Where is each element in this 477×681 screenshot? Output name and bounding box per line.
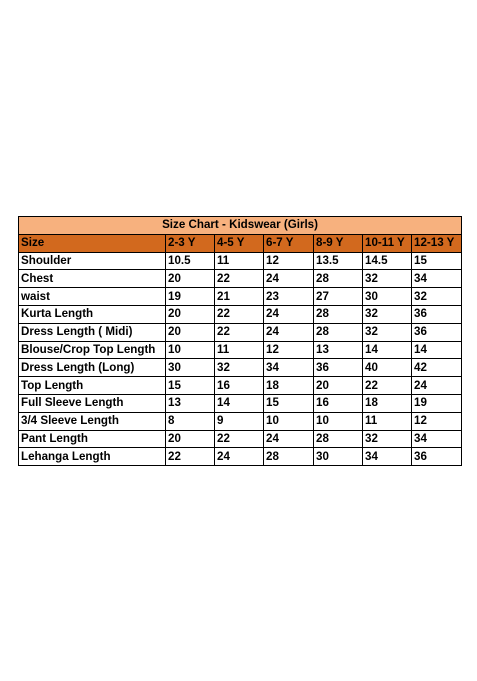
measurement-label: Lehanga Length: [19, 448, 166, 466]
measurement-value: 24: [264, 270, 314, 288]
measurement-label: Dress Length (Long): [19, 359, 166, 377]
measurement-value: 28: [314, 430, 363, 448]
measurement-value: 16: [314, 394, 363, 412]
measurement-value: 34: [363, 448, 412, 466]
measurement-value: 28: [314, 270, 363, 288]
measurement-value: 8: [166, 412, 215, 430]
measurement-value: 12: [412, 412, 462, 430]
measurement-value: 12: [264, 252, 314, 270]
table-row: [19, 394, 462, 412]
measurement-value: 24: [264, 323, 314, 341]
measurement-value: 20: [166, 430, 215, 448]
table-row: [19, 341, 462, 359]
measurement-label: Top Length: [19, 377, 166, 395]
measurement-value: 24: [264, 305, 314, 323]
measurement-value: 34: [412, 270, 462, 288]
measurement-value: 22: [166, 448, 215, 466]
measurement-value: 22: [215, 305, 264, 323]
measurement-value: 32: [412, 288, 462, 306]
header-age-6: 12-13 Y: [412, 234, 462, 252]
header-age-4: 8-9 Y: [314, 234, 363, 252]
measurement-value: 16: [215, 377, 264, 395]
table-row: [19, 448, 462, 466]
measurement-label: Chest: [19, 270, 166, 288]
header-size-label: Size: [19, 234, 166, 252]
table-row: [19, 288, 462, 306]
measurement-value: 10.5: [166, 252, 215, 270]
measurement-value: 14: [215, 394, 264, 412]
measurement-value: 15: [166, 377, 215, 395]
measurement-label: Dress Length ( Midi): [19, 323, 166, 341]
measurement-value: 14.5: [363, 252, 412, 270]
measurement-label: Blouse/Crop Top Length: [19, 341, 166, 359]
measurement-value: 11: [363, 412, 412, 430]
measurement-value: 11: [215, 252, 264, 270]
header-age-1: 2-3 Y: [166, 234, 215, 252]
table-row: [19, 377, 462, 395]
measurement-value: 21: [215, 288, 264, 306]
measurement-value: 36: [412, 448, 462, 466]
measurement-value: 22: [215, 323, 264, 341]
measurement-value: 15: [264, 394, 314, 412]
measurement-value: 18: [363, 394, 412, 412]
measurement-value: 20: [166, 305, 215, 323]
table-row: [19, 305, 462, 323]
measurement-value: 10: [264, 412, 314, 430]
measurement-value: 13: [314, 341, 363, 359]
table-row: [19, 252, 462, 270]
measurement-label: 3/4 Sleeve Length: [19, 412, 166, 430]
measurement-value: 32: [363, 430, 412, 448]
table-body: [19, 252, 462, 466]
size-chart-table: [18, 216, 462, 466]
measurement-value: 30: [166, 359, 215, 377]
measurement-value: 14: [363, 341, 412, 359]
measurement-value: 32: [363, 305, 412, 323]
measurement-value: 32: [363, 323, 412, 341]
measurement-value: 13: [166, 394, 215, 412]
measurement-label: Kurta Length: [19, 305, 166, 323]
table-row: [19, 430, 462, 448]
measurement-value: 20: [166, 323, 215, 341]
measurement-value: 14: [412, 341, 462, 359]
measurement-value: 28: [264, 448, 314, 466]
measurement-value: 12: [264, 341, 314, 359]
table-row: [19, 323, 462, 341]
measurement-value: 34: [412, 430, 462, 448]
measurement-value: 10: [166, 341, 215, 359]
header-age-5: 10-11 Y: [363, 234, 412, 252]
measurement-value: 24: [412, 377, 462, 395]
measurement-value: 22: [215, 430, 264, 448]
measurement-value: 28: [314, 323, 363, 341]
measurement-value: 32: [215, 359, 264, 377]
table-row: [19, 359, 462, 377]
header-age-2: 4-5 Y: [215, 234, 264, 252]
measurement-value: 36: [412, 323, 462, 341]
measurement-label: Pant Length: [19, 430, 166, 448]
measurement-value: 18: [264, 377, 314, 395]
measurement-value: 13.5: [314, 252, 363, 270]
measurement-value: 24: [215, 448, 264, 466]
measurement-value: 36: [412, 305, 462, 323]
measurement-value: 36: [314, 359, 363, 377]
measurement-value: 32: [363, 270, 412, 288]
measurement-value: 24: [264, 430, 314, 448]
header-row: [19, 234, 462, 252]
measurement-value: 30: [363, 288, 412, 306]
measurement-label: Full Sleeve Length: [19, 394, 166, 412]
table-row: [19, 412, 462, 430]
table-row: [19, 270, 462, 288]
table-title: Size Chart - Kidswear (Girls): [19, 217, 462, 235]
measurement-value: 19: [166, 288, 215, 306]
measurement-value: 15: [412, 252, 462, 270]
measurement-value: 40: [363, 359, 412, 377]
measurement-value: 34: [264, 359, 314, 377]
measurement-value: 10: [314, 412, 363, 430]
measurement-value: 30: [314, 448, 363, 466]
measurement-value: 11: [215, 341, 264, 359]
title-row: [19, 217, 462, 235]
measurement-value: 22: [215, 270, 264, 288]
measurement-value: 9: [215, 412, 264, 430]
measurement-value: 28: [314, 305, 363, 323]
measurement-label: waist: [19, 288, 166, 306]
measurement-value: 20: [166, 270, 215, 288]
measurement-value: 19: [412, 394, 462, 412]
measurement-value: 20: [314, 377, 363, 395]
measurement-label: Shoulder: [19, 252, 166, 270]
measurement-value: 27: [314, 288, 363, 306]
measurement-value: 22: [363, 377, 412, 395]
measurement-value: 42: [412, 359, 462, 377]
header-age-3: 6-7 Y: [264, 234, 314, 252]
measurement-value: 23: [264, 288, 314, 306]
